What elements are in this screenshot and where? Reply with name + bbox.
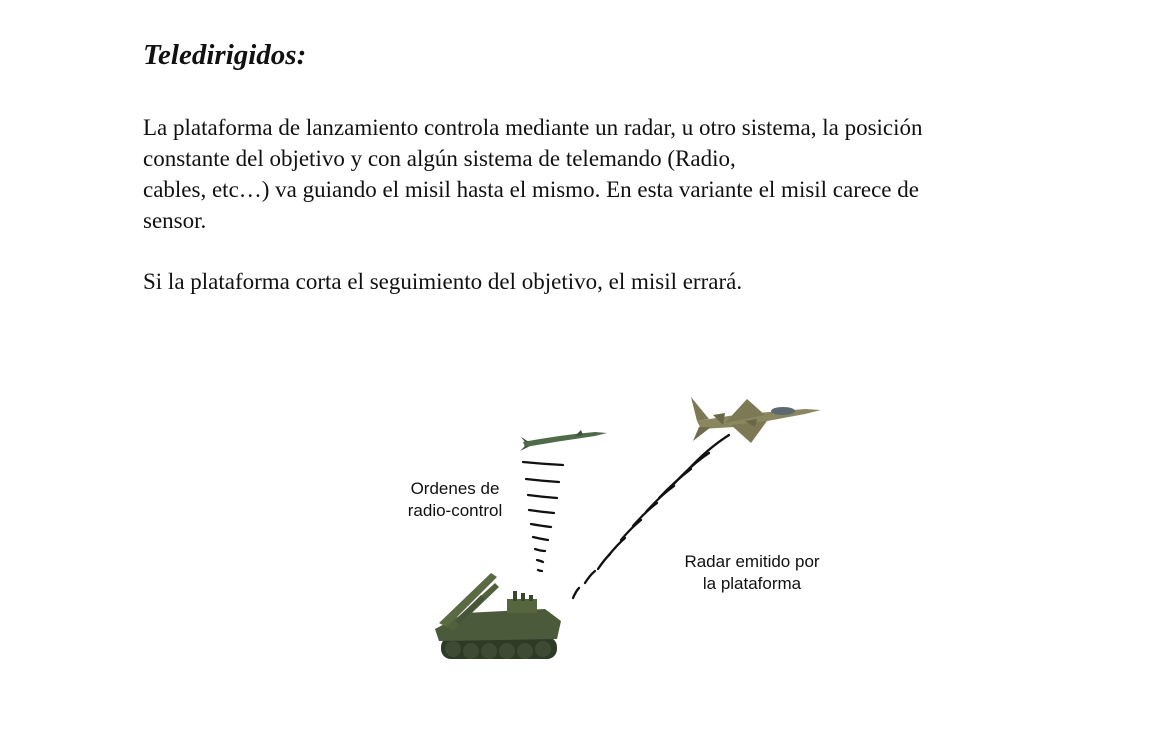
radio-control-label-line: Ordenes de: [410, 479, 500, 498]
diagram-illustration: [395, 385, 845, 675]
paragraph-line: La plataforma de lanzamiento controla mediante un radar, u otro sistema, la posición: [143, 115, 923, 140]
radio-control-label: [399, 478, 511, 522]
radio-control-label-line: radio-control: [407, 501, 503, 520]
paragraph-line: sensor.: [143, 208, 207, 233]
radio-control-waves: [523, 462, 563, 571]
missile-illustration: [520, 430, 607, 451]
section-heading: Teledirigidos:: [143, 39, 307, 71]
paragraph-consequence: Si la plataforma corta el seguimiento del objetivo, el misil errará.: [143, 269, 743, 294]
paragraph-line: cables, etc…) va guiando el misil hasta el mismo. En esta variante el misil carece de: [143, 177, 919, 202]
guidance-diagram: [395, 385, 845, 675]
launch-vehicle-illustration: [435, 573, 561, 659]
paragraph-description: [143, 112, 1083, 236]
aircraft-illustration: [691, 397, 821, 443]
paragraph-line: constante del objetivo y con algún sistema de telemando (Radio,: [143, 146, 736, 171]
radar-label-line: la plataforma: [702, 574, 802, 593]
radar-label: [667, 551, 837, 595]
radar-label-line: Radar emitido por: [684, 552, 820, 571]
